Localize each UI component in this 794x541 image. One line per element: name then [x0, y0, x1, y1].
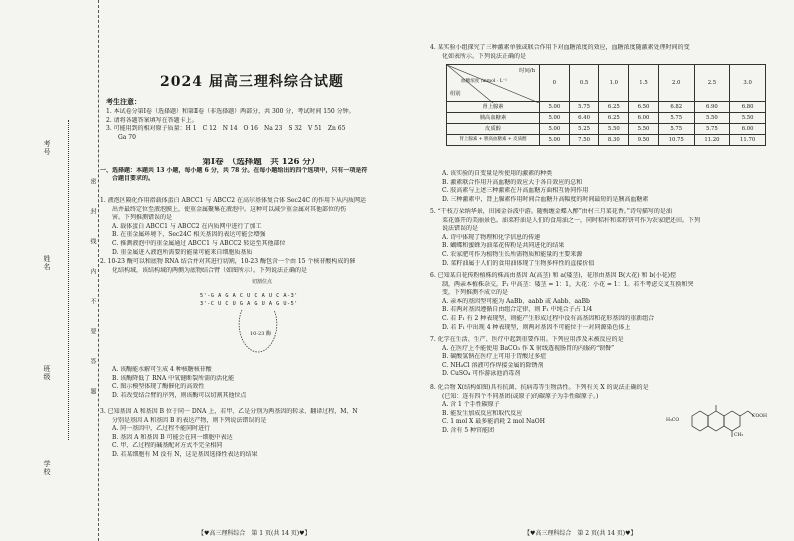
gutter-label-school: 学校: [43, 460, 51, 476]
table-cell: 6.25: [599, 102, 629, 113]
table-cell: 8.30: [599, 135, 629, 146]
question-text: 2. 10-23 酶可以和底物 RNA 结合并对其进行切割，10-23 酶包含一个由 15 个核苷酸构成的催: [100, 258, 356, 265]
right-column: [430, 0, 786, 541]
option-d: D. 菜籽油属于人们的食用油体现了生物多样性的直接价值: [442, 259, 595, 267]
notice-list: [106, 108, 428, 142]
question-text: 说法错误的是: [442, 225, 479, 233]
cleavage-site-label: 切割位点: [252, 279, 273, 285]
question-text: 6. 已知某自花传粉植株的株高由基因 A(高茎) 和 a(矮茎)，花形由基因 B(大花) 和 b(小花)控: [430, 272, 676, 279]
left-column: [100, 0, 422, 541]
table-header-row: [447, 65, 766, 102]
notice-heading: 考生注意：: [106, 97, 141, 106]
table-cell: 5.75: [694, 124, 730, 135]
section-intro: 一、选择题：本题共 13 小题，每小题 6 分，共 78 分。在每小题给出的四个选项中，只有一项是符: [100, 166, 368, 174]
option-c: C. 甲、乙过程的碱基配对方式不完全相同: [112, 442, 223, 450]
option-b: B. 若两对基因遵循自由组合定律，则 F₁ 中纯合子占 1/4: [442, 306, 593, 314]
option-b: B. 蝴蝶和蜜蜂为油菜花传粉是共同进化的结果: [442, 242, 565, 250]
option-d: D. 若 F₁ 中出现 4 种表现型，则两对基因不可能位于一对同源染色体上: [442, 323, 631, 331]
seal-char: 线: [89, 238, 96, 244]
table-cell: 10.75: [658, 135, 694, 146]
table-cell: 5.50: [629, 124, 659, 135]
option-c: C. 农家肥可作为植物生长所需物质和能量的主要来源: [442, 250, 583, 258]
option-a: A. 同一基因中，乙过程不能同时进行: [112, 425, 211, 433]
table-cell: 6.40: [569, 113, 599, 124]
question-4-options: [430, 170, 786, 204]
seal-char: 答: [89, 358, 96, 364]
question-text: 害。下列推测错误的是: [112, 214, 173, 222]
option-d: D. 含有 5 种官能团: [442, 426, 495, 434]
table-header: 2.0: [658, 65, 694, 102]
table-cell: 11.70: [730, 135, 766, 146]
gutter-label-exam-no: 考号: [43, 140, 51, 156]
table-cell: 6.82: [658, 102, 694, 113]
seal-dash-line: [68, 120, 69, 440]
option-a: A. 诗中体现了物理和化学信息的传递: [442, 233, 541, 241]
row-label: 皮质醇: [447, 124, 540, 135]
row-label: 肾上腺素: [447, 102, 540, 113]
seal-char: 不: [89, 298, 96, 304]
table-header: 0: [540, 65, 570, 102]
binding-gutter: [0, 0, 99, 541]
table-cell: 6.00: [629, 113, 659, 124]
option-c: C. 推测液泡中的重金属通过 ABCC1 与 ABCC2 转运至其他部位: [112, 239, 286, 247]
methoxy-label: H₃CO: [666, 418, 680, 423]
seal-char: 要: [89, 328, 96, 334]
table-cell: 5.00: [540, 124, 570, 135]
question-1: [100, 197, 422, 257]
seal-char: 封: [89, 208, 96, 214]
question-text: 分别是基因 A 和基因 B 的表达产物，则下列说法错误的是: [112, 416, 267, 424]
table-cell: 5.00: [540, 135, 570, 146]
seal-char: 内: [89, 268, 96, 274]
option-c: C. NH₄Cl 溶液可作焊接金属的除锈剂: [442, 361, 544, 369]
table-cell: 6.90: [694, 102, 730, 113]
option-d: D. 重金属进入液泡所需要的能量可能来自细胞质基质: [112, 248, 253, 256]
enzyme-label: 10-23 酶: [250, 331, 272, 337]
notice-item: 1. 本试卷分第Ⅰ卷（选择题）和第Ⅱ卷（非选择题）两部分，共 300 分，考试时间 150 分钟。: [106, 108, 355, 115]
table-cell: 11.20: [694, 135, 730, 146]
row-label: 胰高血糖素: [447, 113, 540, 124]
option-c: C. 1 mol X 最多能消耗 2 mol NaOH: [442, 418, 545, 426]
table-cell: 7.50: [569, 135, 599, 146]
table-cell: 5.75: [658, 113, 694, 124]
option-c: C. 若 F₁ 有 2 种表现型，则能产生形成过程中没有高基因和花形基因的重新组合: [442, 314, 655, 322]
question-4: [430, 44, 786, 61]
question-3: [100, 408, 422, 460]
question-text: 5. “干枝万朵纳华景，田园金谷波中游。随梅缠金蝶入醉”由村三月菜花香。”诗句描写的是油: [430, 208, 672, 215]
seal-char: 题: [89, 388, 96, 394]
gutter-label-name: 姓名: [43, 255, 51, 271]
table-cell: 9.50: [629, 135, 659, 146]
table-cell: 6.80: [730, 102, 766, 113]
table-row: [447, 124, 766, 135]
question-text: 4. 某实验小组探究了三种激素单独或联合作用下对血糖浓度的效应，血糖浓度随激素处理时间的变: [430, 44, 690, 51]
row-label: 肾上腺素 + 胰高血糖素 + 皮质醇: [447, 135, 540, 146]
table-header: 1.5: [629, 65, 659, 102]
option-d: D. 若某细胞有 M 没有 N，这是基因选择性表达的结果: [112, 450, 258, 458]
option-b: B. 激素联合作用升高血糖的效应大于各自效应的总和: [442, 178, 583, 186]
methyl-label: CH₃: [734, 433, 744, 438]
table-header: 0.5: [569, 65, 599, 102]
table-header: 3.0: [730, 65, 766, 102]
exam-title: 2024 届高三理科综合试题: [160, 74, 344, 90]
question-2: [100, 258, 422, 275]
option-a: A. 载体蛋白 ABCC1 与 ABCC2 在内质网中进行了加工: [112, 222, 262, 230]
question-text: 出并最终定位至液泡膜上，使重金属聚集在液泡中。这种可以减少重金属对其他部位的伤: [112, 205, 347, 213]
question-text: (已知：连有四个不同基团(或原子)的碳原子为手性碳原子。): [442, 392, 599, 400]
table-cell: 5.00: [540, 113, 570, 124]
option-a: A. 该酶能水解可生成 4 种核糖核苷酸: [112, 366, 212, 373]
question-6: [430, 272, 786, 332]
section-intro: 合题目要求的。: [112, 175, 155, 183]
hormone-table: [446, 64, 766, 146]
table-row: [447, 113, 766, 124]
compound-x-structure: [666, 402, 778, 442]
enzyme-strand: 3'-C U C U G A G U A G U-5': [200, 301, 298, 307]
table-cell: 5.50: [730, 113, 766, 124]
question-text: 3. 已知基因 A 和基因 B 位于同一 DNA 上，若甲、乙是分别为两基因的转录、翻译过程，M、N: [100, 408, 358, 415]
page-footer-right: 【♥高三理科综合 第 2 页(共 14 页)♥】: [524, 530, 637, 538]
table-cell: 5.00: [540, 102, 570, 113]
option-b: B. 基因 A 和基因 B 可能会在同一细胞中表达: [112, 433, 233, 441]
notice-item: Ga 70: [118, 133, 136, 141]
question-text: 8. 化合物 X(结构如图)具有抗菌、抗病毒等生物活性。下列有关 X 的说法正确的是: [430, 384, 649, 391]
question-text: 变，下列推测不成立的是: [442, 289, 509, 297]
notice-item: 3. 可能用到的相对原子质量：H 1 C 12 N 14 O 16 Na 23 S 32 V 51 Zn 65: [106, 125, 346, 133]
table-cell: 6.00: [730, 124, 766, 135]
question-text: 7. 化学在生活、生产、医疗中起到重要作用。下列应用涉及未被反应的是: [430, 336, 624, 343]
table-corner-cell: [447, 65, 540, 102]
table-row: [447, 135, 766, 146]
question-text: 化结构域，该结构域的两侧为底物结合臂（如图所示）。下列说法正确的是: [112, 266, 308, 274]
corner-time-label: 时间/h: [519, 68, 535, 74]
option-d: D. 三种激素中，肾上腺素作用时间合血糖升高幅度的时间最短的是胰高血糖素: [442, 195, 649, 203]
question-5: [430, 208, 786, 268]
table-cell: 5.50: [694, 113, 730, 124]
page-footer-left: 【♥高三理科综合 第 1 页(共 14 页)♥】: [198, 530, 311, 538]
option-b: B. 该酶降低了 RNA 中氧键断裂所需的活化能: [112, 374, 235, 382]
question-text: 化如表所示。下列说法正确的是: [442, 52, 527, 60]
section-1: [100, 158, 422, 184]
table-cell: 5.75: [569, 102, 599, 113]
notice-item: 2. 请将各题答案填写在答题卡上。: [106, 116, 198, 124]
question-text: 菜花盛开的美丽景色。油菜籽油是人们的食用油之一，同时秸秆和菜籽饼可作为农家肥还田。下列: [442, 216, 701, 224]
section-title: 第Ⅰ卷 （选择题 共 126 分）: [202, 158, 320, 167]
carboxyl-label: COOH: [752, 414, 768, 419]
option-d: D. CuSO₄ 可作游泳池消毒剂: [442, 370, 521, 378]
option-b: B. 碳酸氢钠在医疗上可用于胃酸过多症: [442, 353, 547, 361]
option-a: A. 在医疗上不能使用 BaCO₃ 作 X 射线透视肠胃的内服药“钡餐”: [442, 344, 615, 352]
question-2-options: [100, 366, 422, 400]
option-b: B. 在重金属环境下，Sec24C 相关基因的表达可能会增强: [112, 231, 266, 239]
option-c: C. 肢高素与上述三种激素在升高血糖方面相互协同作用: [442, 187, 589, 195]
enzyme-structure-diagram: [200, 278, 310, 366]
molecule-drawing: [666, 402, 778, 442]
table-cell: 6.50: [629, 102, 659, 113]
table-cell: 5.75: [658, 124, 694, 135]
corner-group-label: 组别: [450, 91, 461, 98]
question-text: 1. 液泡区隔化作用指载体蛋白 ABCC1 与 ABCC2 在高尔基体复合体 Sec24C 的作用下从内质网运: [100, 197, 367, 204]
table-cell: 5.25: [569, 124, 599, 135]
option-b: B. 能发生加成反应和取代反应: [442, 409, 523, 417]
table-cell: 6.25: [599, 113, 629, 124]
corner-glucose-label: 血糖浓度 /mmol · L⁻¹: [461, 79, 508, 84]
gutter-label-class: 班级: [43, 365, 51, 381]
table-cell: 5.50: [599, 124, 629, 135]
option-d: D. 若改变结合臂的序列，则该酶可以切割其他位点: [112, 391, 247, 399]
substrate-strand: 5'-G A G A C U C A U C A-3': [200, 293, 298, 299]
table-header: 1.0: [599, 65, 629, 102]
question-text: 制，两亲本植株杂交，F₁ 中高茎：矮茎 = 1：1，大花：小花 = 1：1。若不考虑交叉互换和突: [442, 280, 694, 288]
table-row: [447, 102, 766, 113]
option-a: A. 含 1 个手性碳原子: [442, 401, 500, 409]
table-header: 2.5: [694, 65, 730, 102]
seal-char: 密: [89, 178, 96, 184]
option-a: A. 亲本的基因型可能为 AaBb、aabb 或 Aabb、aaBb: [442, 297, 590, 305]
question-7: [430, 336, 786, 379]
option-a: A. 该实验的自变量是所使用的激素的种类: [442, 170, 553, 177]
option-c: C. 图示模型体现了酶催化的高效性: [112, 383, 205, 391]
